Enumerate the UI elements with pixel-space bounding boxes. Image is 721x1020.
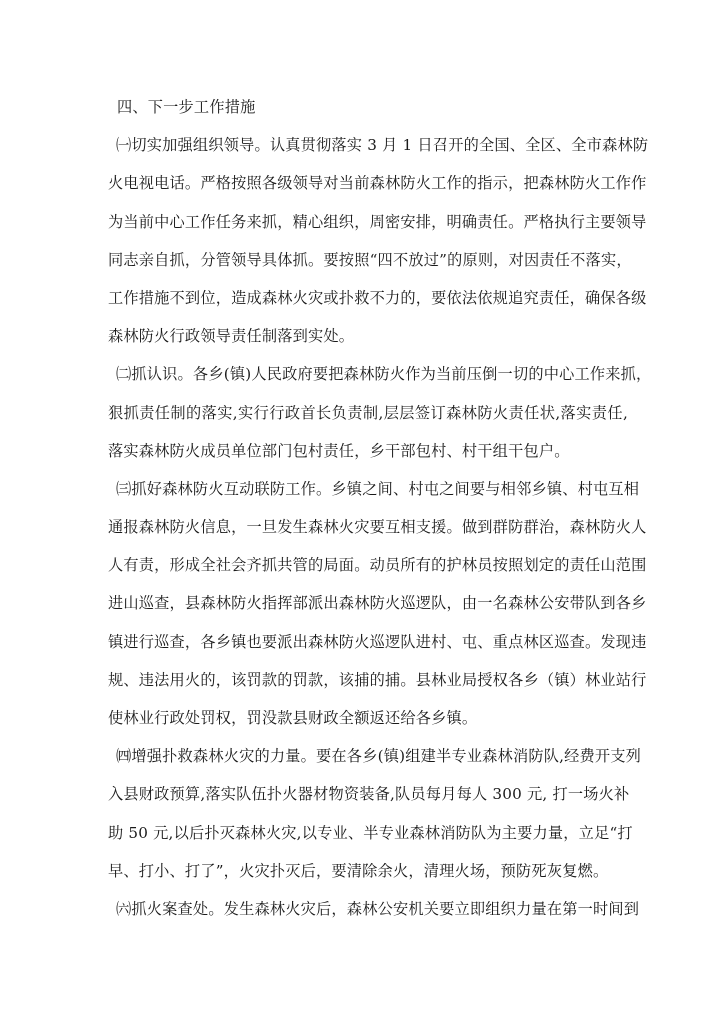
- paragraph-3-line-5: 镇进行巡查，各乡镇也要派出森林防火巡逻队进村、屯、重点林区巡查。发现违: [108, 632, 647, 651]
- document-page: [108, 88, 652, 928]
- paragraph-3-line-3: 人有责，形成全社会齐抓共管的局面。动员所有的护林员按照划定的责任山范围: [108, 556, 647, 575]
- paragraph-2-line-3: 落实森林防火成员单位部门包村责任，乡干部包村、村干组干包户。: [108, 441, 570, 460]
- paragraph-3-line-2: 通报森林防火信息，一旦发生森林火灾要互相支援。做到群防群治，森林防火人: [108, 518, 647, 537]
- paragraph-3-line-6: 规、违法用火的，该罚款的罚款，该捕的捕。县林业局授权各乡（镇）林业站行: [108, 670, 647, 689]
- paragraph-2-line-1: ㈡抓认识。各乡(镇)人民政府要把森林防火作为当前压倒一切的中心工作来抓，: [116, 365, 652, 384]
- section-heading: 四、下一步工作措施: [117, 98, 256, 116]
- paragraph-1-line-4: 同志亲自抓，分管领导具体抓。要按照“四不放过”的原则，对因责任不落实，: [108, 250, 632, 269]
- paragraph-4-line-3: 助 50 元,以后扑灭森林火灾,以专业、半专业森林消防队为主要力量，立足“打: [108, 823, 633, 842]
- paragraph-3-line-7: 使林业行政处罚权，罚没款县财政全额返还给各乡镇。: [108, 709, 478, 727]
- paragraph-4-line-1: ㈣增强扑救森林火灾的力量。要在各乡(镇)组建半专业森林消防队,经费开支列: [116, 747, 642, 766]
- paragraph-1-line-2: 火电视电话。严格按照各级领导对当前森林防火工作的指示，把森林防火工作作: [108, 174, 647, 193]
- paragraph-4-line-4: 早、打小、打了”，火灾扑灭后，要清除余火，清理火场，预防死灰复燃。: [108, 861, 609, 880]
- paragraph-1-line-3: 为当前中心工作任务来抓，精心组织，周密安排，明确责任。严格执行主要领导: [108, 212, 647, 231]
- paragraph-3-line-4: 进山巡查，县森林防火指挥部派出森林防火巡逻队，由一名森林公安带队到各乡: [108, 594, 647, 613]
- paragraph-2-line-2: 狠抓责任制的落实,实行行政首长负责制,层层签订森林防火责任状,落实责任,: [108, 403, 628, 422]
- paragraph-1-line-6: 森林防火行政领导责任制落到实处。: [108, 327, 355, 346]
- paragraph-3-line-1: ㈢抓好森林防火互动联防工作。乡镇之间、村屯之间要与相邻乡镇、村屯互相: [116, 479, 640, 498]
- paragraph-5-line-1: ㈥抓火案查处。发生森林火灾后，森林公安机关要立即组织力量在第一时间到: [116, 899, 640, 918]
- paragraph-1-line-5: 工作措施不到位，造成森林火灾或扑救不力的，要依法依规追究责任，确保各级: [108, 288, 647, 307]
- paragraph-1-line-1: ㈠切实加强组织领导。认真贯彻落实 3 月 1 日召开的全国、全区、全市森林防: [116, 136, 649, 155]
- paragraph-4-line-2: 入县财政预算,落实队伍扑火器材物资装备,队员每月每人 300 元, 打一场火补: [108, 785, 630, 804]
